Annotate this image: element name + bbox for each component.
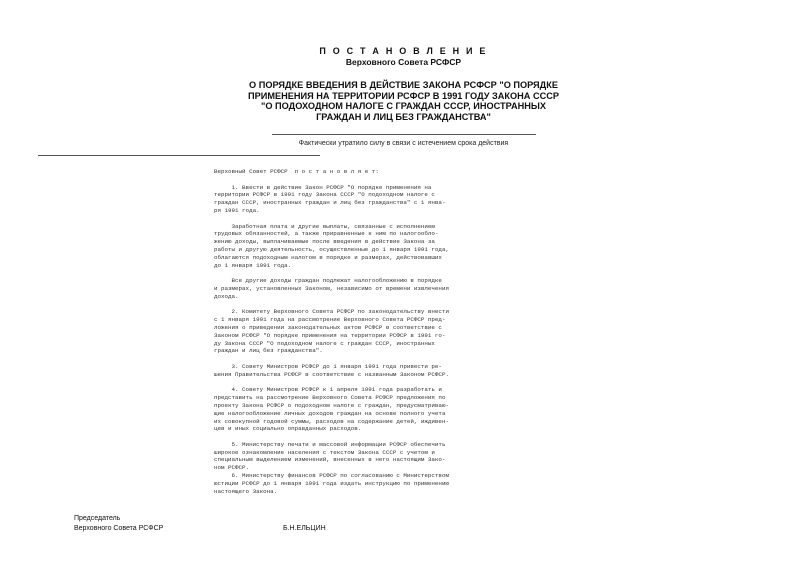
body-line: представить на рассмотрение Верховного Совета РСФСР предложения по [214,394,446,402]
body-line: жению доходы, выплачиваемые после введения в действие Закона за [214,238,435,246]
body-line: 6. Министерству финансов РСФСР по согласованию с Министерством [214,472,449,480]
signatory-organization: Верховного Совета РСФСР [74,525,164,532]
signatory-position: Председатель [74,515,121,522]
body-line: их совокупной годовой суммы, расходов на содержание детей, иждивен- [214,417,449,425]
body-line: до 1 января 1991 года. [214,261,292,269]
body-line [214,355,449,363]
title-line: О ПОРЯДКЕ ВВЕДЕНИЯ В ДЕЙСТВИЕ ЗАКОНА РСФСР "О ПОРЯДКЕ [249,80,558,90]
body-line [214,301,449,309]
body-line [214,176,449,184]
document-type: П О С Т А Н О В Л Е Н И Е [319,46,488,56]
body-line: с 1 января 1991 года на рассмотрение Верховного Совета РСФСР пред- [214,316,446,324]
body-line: ложения о приведении законодательных актов РСФСР в соответствие с [214,323,442,331]
body-line: щие налогообложение личных доходов граждан на основе полного учета [214,409,446,417]
body-line [214,269,449,277]
body-line: ду Закона СССР "О подоходном налоге с граждан СССР, иностранных [214,339,435,347]
body-line: облагаются подоходным налогом в порядке и размерах, действовавших [214,253,442,261]
body-line [214,433,449,441]
body-line: дохода. [214,292,239,300]
title-line: "О ПОДОХОДНОМ НАЛОГЕ С ГРАЖДАН СССР, ИНОСТРАННЫХ [261,101,546,112]
body-line: юстиции РСФСР до 1 января 1991 года издать инструкцию по применению [214,479,449,487]
issuer: Верховного Совета РСФСР [345,57,462,67]
status-note: Фактически утратило силу в связи с истечением срока действия [298,140,509,147]
body-line: шения Правительства РСФСР в соответствие с названным Законом РСФСР. [214,370,449,378]
body-line: цев и иных социально оправданных расходов. [214,425,362,433]
body-line: 4. Совету Министров РСФСР к 1 апреля 1991 года разработать и [214,386,442,394]
body-line: проекту Закона РСФСР о подоходном налоге с граждан, предусматриваю- [214,401,449,409]
body-line: трудовых обязанностей, а также приравненные к ним по налогообло- [214,230,439,238]
body-line: 3. Совету Министров РСФСР до 1 января 1991 года привести ре- [214,362,442,370]
body-line: 1. Ввести в действие Закон РСФСР "О порядке применения на [214,183,432,191]
body-line: Заработная плата и другие выплаты, связанные с исполнением [214,222,435,230]
body-line: 2. Комитету Верховного Совета РСФСР по законодательству внести [214,308,449,316]
title-line: ГРАЖДАН И ЛИЦ БЕЗ ГРАЖДАНСТВА" [316,112,491,123]
body-line: широкое ознакомление населения с текстом Закона СССР с учетом и [214,448,435,456]
section-divider [38,155,320,156]
signatory-name: Б.Н.ЕЛЬЦИН [283,525,326,532]
body-line: ном РСФСР. [214,464,250,472]
body-line: Законом РСФСР "О порядке применения на территории РСФСР в 1991 го- [214,331,446,339]
body-line: территории РСФСР в 1991 году Закона СССР "О подоходном налоге с [214,191,435,199]
body-line: настоящего Закона. [214,487,278,495]
body-line [214,379,449,387]
body-line: граждан СССР, иностранных граждан и лиц без гражданства" с 1 янва- [214,199,446,207]
title-line: ПРИМЕНЕНИЯ НА ТЕРРИТОРИИ РСФСР В 1991 ГОДУ ЗАКОНА СССР [247,90,560,101]
body-line: специальным выделением изменений, внесенных в него настоящим Зако- [214,456,446,464]
document-title [0,80,807,123]
body-line: ря 1991 года. [214,206,260,214]
title-divider [272,134,536,135]
body-line: Все другие доходы граждан подлежат налогообложению в порядке [214,277,442,285]
document-body [214,168,449,495]
body-line: граждан и лиц без гражданства". [214,347,323,355]
body-line: 5. Министерству печати и массовой информации РСФСР обеспечить [214,440,446,448]
body-line: Верховный Совет РСФСР п о с т а н о в л я е т: [214,168,379,175]
body-line [214,215,449,223]
body-line: работы и другую деятельность, осуществленные до 1 января 1991 года, [214,245,449,253]
body-line: и размерах, установленных Законом, независимо от времени извлечения [214,284,449,292]
